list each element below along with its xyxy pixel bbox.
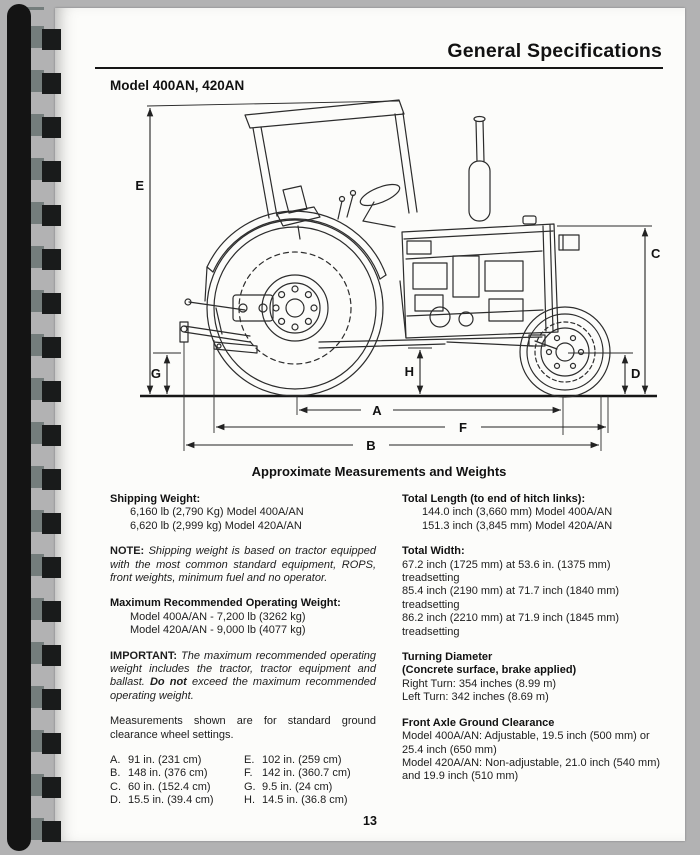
total-length-heading: Total Length (to end of hitch links): xyxy=(402,493,586,505)
dimension-item xyxy=(110,754,244,767)
spec-line: Model 420A/AN - 9,000 lb (4077 kg) xyxy=(130,624,306,637)
dimension-key: B. xyxy=(110,767,121,780)
dimension-key: D. xyxy=(110,794,121,807)
dimension-key: E. xyxy=(244,754,255,767)
spec-line: Model 400A/AN - 7,200 lb (3262 kg) xyxy=(130,610,306,623)
dim-label-b: B xyxy=(366,438,376,453)
dim-label-d: D xyxy=(631,366,641,381)
measurements-note: Measurements shown are for standard ground clearance wheel settings. xyxy=(110,715,376,741)
important-text: exceed the maximum recommended operating weight. xyxy=(110,676,376,702)
header-rule xyxy=(95,67,663,69)
section-title: Approximate Measurements and Weights xyxy=(251,464,507,479)
dimension-item xyxy=(110,794,244,807)
dimension-value: 148 in. (376 cm) xyxy=(128,767,208,780)
total-width-heading: Total Width: xyxy=(402,545,465,558)
spec-line: Right Turn: 354 inches (8.99 m) xyxy=(402,677,557,690)
dimension-list xyxy=(110,754,376,808)
page-number: 13 xyxy=(363,814,377,828)
total-length-block xyxy=(402,493,674,533)
important-bold-phrase: Do not xyxy=(149,676,187,689)
total-width-block xyxy=(402,545,674,639)
important-paragraph xyxy=(110,650,376,704)
binding-spine xyxy=(7,4,31,851)
shipping-weight-heading: Shipping Weight: xyxy=(110,493,201,505)
dimension-value: 60 in. (152.4 cm) xyxy=(128,780,211,793)
tractor-dimension-diagram xyxy=(95,95,665,460)
tractor-drawing xyxy=(180,100,610,397)
binding-teeth-dark xyxy=(42,0,61,855)
dim-label-c: C xyxy=(651,246,661,261)
spec-line: 151.3 inch (3,845 mm) Model 420A/AN xyxy=(422,519,613,532)
turning-diameter-block xyxy=(402,651,674,705)
model-heading: Model 400AN, 420AN xyxy=(110,78,245,93)
comb-binding xyxy=(0,0,64,855)
dimension-key: F. xyxy=(244,767,253,780)
note-paragraph xyxy=(110,545,376,585)
page-title: General Specifications xyxy=(447,40,662,62)
spec-columns xyxy=(110,493,674,808)
dimension-item xyxy=(244,767,376,780)
spec-line: Model 400A/AN: Adjustable, 19.5 inch (500 mm) or 25.4 inch (650 mm) xyxy=(402,730,650,756)
note-label: NOTE: xyxy=(110,545,145,558)
turning-diameter-subheading: (Concrete surface, brake applied) xyxy=(402,664,577,677)
max-operating-weight-heading: Maximum Recommended Operating Weight: xyxy=(110,597,341,610)
note-text: Shipping weight is based on tractor equipped with the most common standard equipment, ROPS, front weights, minimum fuel and no operator. xyxy=(110,545,376,585)
dimension-value: 14.5 in. (36.8 cm) xyxy=(262,794,348,807)
spec-line: treadsetting xyxy=(402,598,460,611)
spec-line: 85.4 inch (2190 mm) at 71.7 inch (1840 mm) xyxy=(402,585,620,598)
front-axle-clearance-block xyxy=(402,717,674,784)
dimension-key: C. xyxy=(110,780,121,793)
spec-line: 6,160 lb (2,790 Kg) Model 400A/AN xyxy=(130,506,304,519)
left-column xyxy=(110,493,376,808)
dimension-key: A. xyxy=(110,754,121,767)
spec-line: 67.2 inch (1725 mm) at 53.6 in. (1375 mm) xyxy=(402,558,611,571)
dimension-lines xyxy=(150,108,645,445)
spec-line: 6,620 lb (2,999 kg) Model 420A/AN xyxy=(130,519,302,532)
dimension-item xyxy=(244,794,376,807)
extension-lines xyxy=(147,101,652,451)
dimension-value: 102 in. (259 cm) xyxy=(262,754,342,767)
dim-label-e: E xyxy=(135,178,144,193)
dimension-item xyxy=(110,781,244,794)
dimension-item xyxy=(244,754,376,767)
dimension-value: 15.5 in. (39.4 cm) xyxy=(128,794,214,807)
front-axle-heading: Front Axle Ground Clearance xyxy=(402,716,555,729)
dimension-value: 9.5 in. (24 cm) xyxy=(262,780,333,793)
spec-line: Model 420A/AN: Non-adjustable, 21.0 inch (540 mm) and 19.9 inch (510 mm) xyxy=(402,756,661,783)
dimension-item xyxy=(110,767,244,780)
spec-line: 144.0 inch (3,660 mm) Model 400A/AN xyxy=(422,506,613,519)
dimension-item xyxy=(244,781,376,794)
max-operating-weight-block xyxy=(110,597,376,637)
important-label: IMPORTANT: xyxy=(110,649,178,662)
spec-line: treadsetting xyxy=(402,625,460,638)
dim-label-a: A xyxy=(372,403,382,418)
dimension-value: 91 in. (231 cm) xyxy=(128,754,202,767)
turning-diameter-heading: Turning Diameter xyxy=(402,651,493,664)
important-text: The maximum recommended operating weight includes the tractor, tractor equipment and ballast. xyxy=(110,649,376,689)
spec-line: treadsetting xyxy=(402,572,460,585)
spec-line: 86.2 inch (2210 mm) at 71.9 inch (1845 mm) xyxy=(402,612,620,625)
dim-label-f: F xyxy=(459,420,467,435)
dim-label-g: G xyxy=(150,366,161,381)
spec-line: Left Turn: 342 inches (8.69 m) xyxy=(402,691,549,704)
manual-page xyxy=(55,8,685,841)
dimension-key: H. xyxy=(244,794,255,807)
right-column xyxy=(402,493,674,808)
dimension-value: 142 in. (360.7 cm) xyxy=(262,767,351,780)
dimension-key: G. xyxy=(244,780,256,793)
shipping-weight-block xyxy=(110,493,376,533)
dim-label-h: H xyxy=(404,364,414,379)
